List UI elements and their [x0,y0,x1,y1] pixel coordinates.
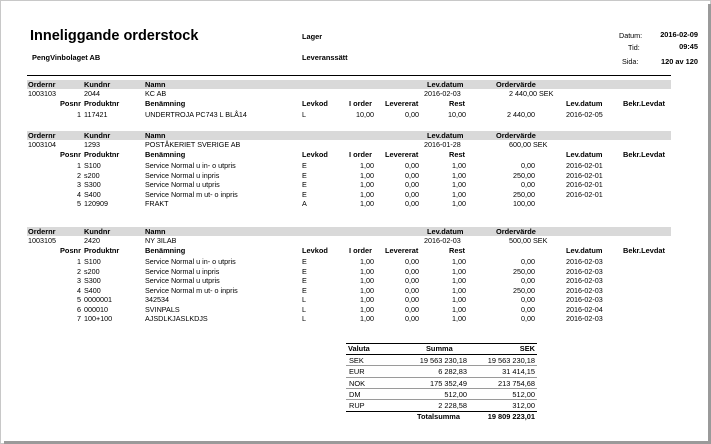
order-line [0,257,711,267]
line-levdatum: 2016-02-01 [566,170,603,180]
line-rest: 1,00 [452,295,466,304]
line-iorder: 1,00 [360,295,374,304]
line-header-bekr: Bekr.Levdat [623,246,665,255]
line-levdatum: 2016-02-01 [566,180,603,189]
line-levererat: 0,00 [405,199,419,208]
line-rest: 1,00 [452,285,466,295]
line-belopp: 250,00 [513,266,535,276]
totals-summa-header: Summa [426,344,453,353]
totals-summa: 175 352,49 [430,378,467,388]
line-belopp: 0,00 [521,257,535,266]
line-header-iorder: I order [349,150,372,159]
line-iorder: 1,00 [360,199,374,208]
line-benamning: Service Normal u inpris [145,170,220,180]
line-header-produktnr: Produktnr [84,99,120,108]
order-header-kundnr: Kundnr [84,226,111,236]
line-belopp: 250,00 [513,189,535,199]
totals-sek-header: SEK [519,344,535,353]
order-header-ordernr: Ordernr [28,130,56,140]
order-header-ordervarde: Ordervärde [496,130,536,140]
order-header-levdatum: Lev.datum [427,130,464,140]
line-benamning: AJSDLKJASLKDJS [145,314,208,323]
order-header-bar [27,131,671,140]
line-header-bekr: Bekr.Levdat [623,99,665,108]
totals-sek: 19 563 230,18 [487,356,535,365]
order-ordervarde: 2 440,00 SEK [509,89,554,98]
line-benamning: Service Normal u in- o utpris [145,257,236,266]
line-benamning: Service Normal u utpris [145,180,220,189]
line-belopp: 0,00 [521,295,535,304]
line-iorder: 1,00 [360,314,374,323]
line-posnr: 4 [77,189,81,199]
line-levkod: E [302,161,307,170]
order-header-namn: Namn [145,130,166,140]
order-namn: KC AB [145,89,167,98]
line-levdatum: 2016-02-01 [566,189,603,199]
line-rest: 1,00 [452,257,466,266]
order-line [0,171,711,181]
order-header-namn: Namn [145,226,166,236]
line-levkod: L [302,110,306,119]
line-header-levkod: Levkod [302,150,328,159]
line-levererat: 0,00 [405,257,419,266]
line-header-iorder: I order [349,246,372,255]
line-produktnr: 120909 [84,199,108,208]
line-levdatum: 2016-02-03 [566,285,603,295]
line-produktnr: S300 [84,276,101,285]
line-posnr: 1 [77,110,81,119]
line-belopp: 0,00 [521,314,535,323]
line-header-levererat: Levererat [385,99,419,108]
line-benamning: Service Normal u utpris [145,276,220,285]
order-header-kundnr: Kundnr [84,130,111,140]
order-levdatum: 2016-02-03 [424,236,461,245]
line-rest: 10,00 [448,110,466,119]
line-iorder: 1,00 [360,161,374,170]
order-header-ordernr: Ordernr [28,79,56,89]
order-line [0,110,711,120]
order-ordervarde: 600,00 SEK [509,140,548,149]
order-line [0,286,711,296]
line-benamning: Service Normal u inpris [145,266,220,276]
order-namn: NY 3ILAB [145,236,177,245]
line-posnr: 3 [77,276,81,285]
line-levererat: 0,00 [405,314,419,323]
order-levdatum: 2016-01-28 [424,140,461,149]
order-levdatum: 2016-02-03 [424,89,461,98]
order-line [0,180,711,190]
header-divider [27,75,671,76]
line-levkod: L [302,314,306,323]
line-posnr: 1 [77,257,81,266]
totals-valuta: EUR [349,367,365,377]
line-levkod: E [302,257,307,266]
line-belopp: 2 440,00 [507,110,535,119]
line-iorder: 1,00 [360,304,374,314]
line-header-rest: Rest [449,150,466,159]
line-posnr: 2 [77,266,81,276]
line-levererat: 0,00 [405,110,419,119]
order-line [0,161,711,171]
line-levkod: A [302,199,307,208]
order-header-kundnr: Kundnr [84,79,111,89]
totals-valuta-header: Valuta [348,344,370,353]
line-header-levdatum: Lev.datum [566,99,603,108]
order-header-namn: Namn [145,79,166,89]
line-levdatum: 2016-02-04 [566,304,603,314]
line-header-benamning: Benämning [145,150,186,159]
line-levererat: 0,00 [405,161,419,170]
line-iorder: 1,00 [360,276,374,285]
line-iorder: 1,00 [360,257,374,266]
order-kundnr: 1293 [84,140,100,149]
order-header-bar [27,80,671,89]
totals-valuta: NOK [349,378,366,388]
totals-total-label: Totalsumma [417,411,460,421]
line-posnr: 1 [77,161,81,170]
line-levererat: 0,00 [405,180,419,189]
totals-sek: 213 754,68 [498,378,535,388]
line-levkod: E [302,180,307,189]
line-iorder: 1,00 [360,189,374,199]
line-header-benamning: Benämning [145,99,186,108]
order-header-ordervarde: Ordervärde [496,79,536,89]
order-header-ordervarde: Ordervärde [496,226,536,236]
line-iorder: 1,00 [360,170,374,180]
line-header-levdatum: Lev.datum [566,150,603,159]
line-header-produktnr: Produktnr [84,246,120,255]
order-namn: POSTÅKERIET SVERIGE AB [145,140,241,149]
lager-label: Lager [302,32,323,41]
line-posnr: 5 [77,295,81,304]
line-levererat: 0,00 [405,266,419,276]
order-line [0,295,711,305]
line-produktnr: S400 [84,189,101,199]
order-ordernr: 1003104 [28,140,56,149]
order-header-levdatum: Lev.datum [427,79,464,89]
line-produktnr: s200 [84,170,100,180]
totals-sek: 512,00 [512,389,535,399]
order-line [0,305,711,315]
line-header-iorder: I order [349,99,372,108]
line-belopp: 0,00 [521,180,535,189]
order-ordernr: 1003105 [28,236,56,245]
leveranssatt-label: Leveranssätt [302,53,348,62]
line-belopp: 0,00 [521,304,535,314]
tid-label: Tid: [628,43,640,52]
line-rest: 1,00 [452,314,466,323]
line-levererat: 0,00 [405,189,419,199]
line-rest: 1,00 [452,276,466,285]
totals-summa: 6 282,83 [438,367,467,377]
totals-sek: 312,00 [512,401,535,411]
line-header-levkod: Levkod [302,246,328,255]
line-levdatum: 2016-02-03 [566,257,603,266]
line-produktnr: 100+100 [84,314,113,323]
totals-valuta: RUP [349,401,365,411]
line-header-produktnr: Produktnr [84,150,120,159]
line-produktnr: S400 [84,285,101,295]
order-header-bar [27,227,671,236]
line-rest: 1,00 [452,199,466,208]
line-levdatum: 2016-02-03 [566,314,603,323]
line-levererat: 0,00 [405,304,419,314]
line-benamning: UNDERTROJA PC743 L BLÅ14 [145,110,247,119]
line-levdatum: 2016-02-03 [566,295,603,304]
order-kundnr: 2044 [84,89,100,98]
order-header-levdatum: Lev.datum [427,226,464,236]
line-header-rest: Rest [449,246,466,255]
line-iorder: 1,00 [360,266,374,276]
line-header-levererat: Levererat [385,150,419,159]
order-line [0,276,711,286]
line-levkod: E [302,189,307,199]
line-levkod: E [302,285,307,295]
line-posnr: 4 [77,285,81,295]
line-rest: 1,00 [452,161,466,170]
line-levdatum: 2016-02-03 [566,276,603,285]
line-posnr: 3 [77,180,81,189]
line-benamning: 342534 [145,295,169,304]
line-benamning: Service Normal m ut- o inpris [145,189,238,199]
line-header-rest: Rest [449,99,466,108]
sida-value: 120 av 120 [661,57,698,66]
line-levkod: E [302,170,307,180]
tid-value: 09:45 [679,42,698,51]
datum-label: Datum: [619,31,643,40]
totals-summa: 512,00 [444,389,467,399]
order-line [0,190,711,200]
line-levererat: 0,00 [405,276,419,285]
line-produktnr: S300 [84,180,101,189]
line-iorder: 1,00 [360,180,374,189]
line-belopp: 0,00 [521,161,535,170]
report-title: Inneliggande orderstock [30,28,199,44]
line-benamning: Service Normal m ut- o inpris [145,285,238,295]
line-levdatum: 2016-02-03 [566,266,603,276]
line-belopp: 100,00 [513,199,535,208]
line-belopp: 250,00 [513,285,535,295]
totals-valuta: DM [349,389,361,399]
line-produktnr: 0000001 [84,295,112,304]
line-header-posnr: Posnr [60,150,81,159]
line-produktnr: 000010 [84,304,108,314]
line-rest: 1,00 [452,180,466,189]
line-produktnr: S100 [84,257,101,266]
totals-valuta: SEK [349,356,364,365]
line-posnr: 2 [77,170,81,180]
line-levererat: 0,00 [405,170,419,180]
line-rest: 1,00 [452,170,466,180]
line-belopp: 0,00 [521,276,535,285]
order-kundnr: 2420 [84,236,100,245]
order-ordervarde: 500,00 SEK [509,236,548,245]
line-header-levererat: Levererat [385,246,419,255]
line-rest: 1,00 [452,304,466,314]
line-posnr: 5 [77,199,81,208]
line-levkod: E [302,266,307,276]
line-header-benamning: Benämning [145,246,186,255]
line-levdatum: 2016-02-05 [566,110,603,119]
line-levererat: 0,00 [405,295,419,304]
line-header-levdatum: Lev.datum [566,246,603,255]
order-line [0,267,711,277]
line-iorder: 10,00 [356,110,374,119]
totals-summa: 2 228,58 [438,401,467,411]
totals-sek: 31 414,15 [502,367,535,377]
line-posnr: 7 [77,314,81,323]
line-benamning: SVINPALS [145,304,180,314]
line-produktnr: 117421 [84,110,108,119]
line-levkod: L [302,304,306,314]
order-line [0,199,711,209]
line-rest: 1,00 [452,266,466,276]
line-produktnr: s200 [84,266,100,276]
line-header-bekr: Bekr.Levdat [623,150,665,159]
line-levererat: 0,00 [405,285,419,295]
line-produktnr: S100 [84,161,101,170]
line-posnr: 6 [77,304,81,314]
line-header-posnr: Posnr [60,99,81,108]
company-name: PengVinbolaget AB [32,53,101,62]
line-levdatum: 2016-02-01 [566,161,603,170]
line-rest: 1,00 [452,189,466,199]
sida-label: Sida: [622,57,639,66]
line-benamning: Service Normal u in- o utpris [145,161,236,170]
line-levkod: E [302,276,307,285]
order-header-ordernr: Ordernr [28,226,56,236]
order-ordernr: 1003103 [28,89,56,98]
order-line [0,314,711,324]
line-header-posnr: Posnr [60,246,81,255]
line-belopp: 250,00 [513,170,535,180]
line-benamning: FRAKT [145,199,169,208]
line-levkod: L [302,295,306,304]
totals-total-value: 19 809 223,01 [487,411,535,421]
line-iorder: 1,00 [360,285,374,295]
datum-value: 2016-02-09 [660,30,698,39]
totals-summa: 19 563 230,18 [419,356,467,365]
line-header-levkod: Levkod [302,99,328,108]
